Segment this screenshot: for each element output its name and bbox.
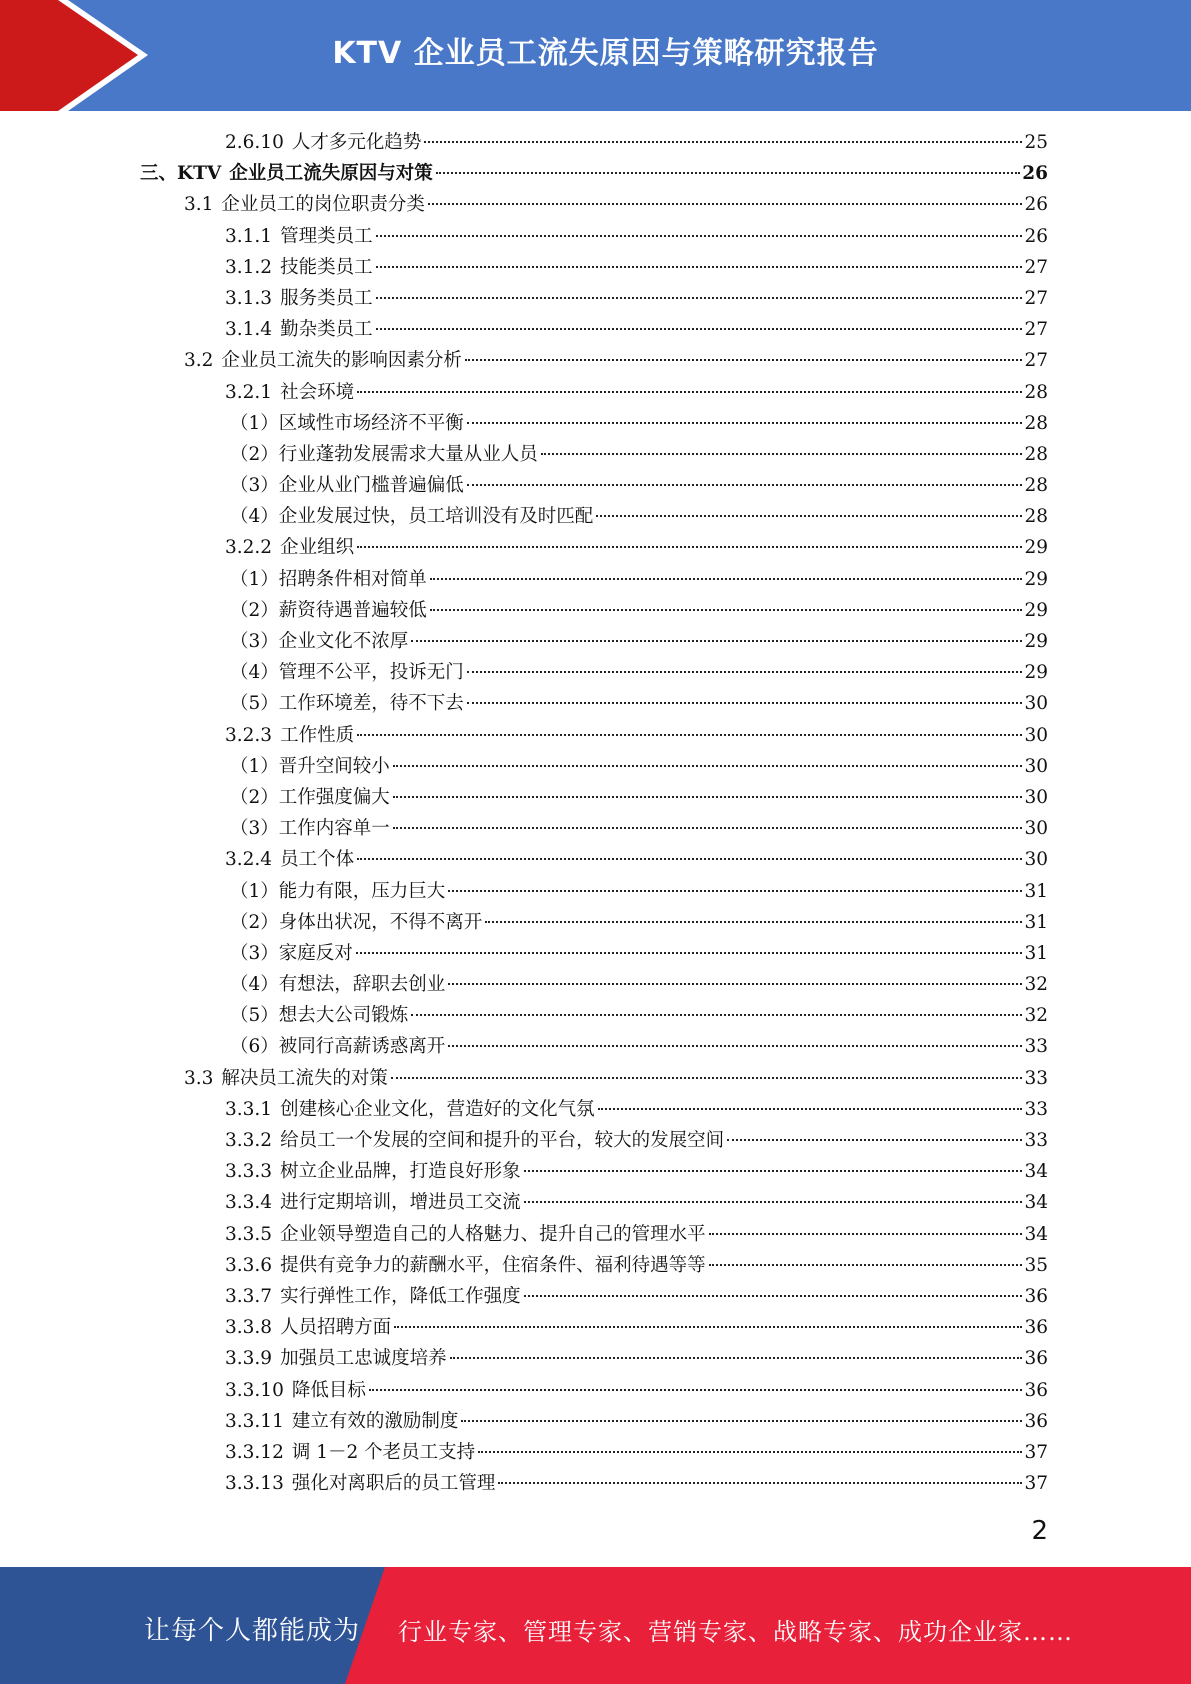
toc-entry-label [230, 876, 445, 907]
toc-entry[interactable] [140, 470, 1048, 501]
toc-entry[interactable] [140, 127, 1048, 158]
toc-entry[interactable] [140, 1125, 1048, 1156]
toc-dot-leader [709, 1233, 1023, 1235]
toc-dot-leader [411, 640, 1022, 642]
toc-entry-title: （5）想去大公司锻炼 [230, 1005, 409, 1027]
toc-dot-leader [448, 1045, 1022, 1047]
toc-entry-page: 30 [1024, 693, 1048, 715]
toc-entry-page: 36 [1024, 1379, 1048, 1401]
toc-entry-label [230, 688, 464, 719]
toc-entry-label [230, 969, 445, 1000]
toc-entry[interactable] [140, 1312, 1048, 1343]
toc-dot-leader [393, 827, 1023, 829]
toc-dot-leader [524, 1295, 1023, 1297]
toc-entry[interactable] [140, 1250, 1048, 1281]
toc-entry-title: （2）行业蓬勃发展需求大量从业人员 [230, 443, 538, 465]
toc-dot-leader [376, 235, 1023, 237]
toc-entry-title: （3）工作内容单一 [230, 818, 390, 840]
toc-entry-label [230, 564, 427, 595]
toc-dot-leader [357, 734, 1022, 736]
toc-entry-number: 3.2 [184, 350, 214, 372]
toc-entry-title: 企业员工的岗位职责分类 [221, 194, 425, 216]
toc-entry[interactable] [140, 1063, 1048, 1094]
toc-entry-title: 树立企业品牌，打造良好形象 [280, 1161, 521, 1183]
toc-entry[interactable] [140, 626, 1048, 657]
toc-entry-number: 3.3.3 [225, 1161, 273, 1183]
toc-entry-label [225, 1437, 475, 1468]
toc-entry-title: 工作性质 [280, 724, 355, 746]
toc-entry-label [230, 439, 538, 470]
toc-entry-label [225, 1312, 391, 1343]
toc-entry[interactable] [140, 844, 1048, 875]
toc-entry-number: 3.1.1 [225, 225, 273, 247]
toc-entry[interactable] [140, 907, 1048, 938]
footer-slogan-right: 行业专家、管理专家、营销专家、战略专家、成功企业家…… [398, 1618, 1073, 1646]
toc-dot-leader [598, 1108, 1023, 1110]
toc-entry-page: 30 [1024, 818, 1048, 840]
toc-entry[interactable] [140, 1437, 1048, 1468]
toc-entry[interactable] [140, 345, 1048, 376]
toc-entry[interactable] [140, 720, 1048, 751]
toc-entry-page: 26 [1022, 163, 1048, 185]
toc-entry[interactable] [140, 1031, 1048, 1062]
toc-entry[interactable] [140, 252, 1048, 283]
toc-entry-number: 3.3.6 [225, 1254, 273, 1276]
toc-dot-leader [424, 141, 1022, 143]
toc-entry[interactable] [140, 657, 1048, 688]
toc-entry-label [225, 1250, 706, 1281]
toc-entry-label [225, 283, 373, 314]
toc-entry-label [225, 844, 354, 875]
toc-entry-number: 3.3.12 [225, 1441, 284, 1463]
toc-entry[interactable] [140, 189, 1048, 220]
toc-entry-number: 3.1.2 [225, 256, 273, 278]
toc-entry-number: 3.1 [184, 194, 214, 216]
toc-entry-number: 3.2.3 [225, 724, 273, 746]
toc-entry-page: 33 [1024, 1130, 1048, 1151]
toc-entry-page: 33 [1024, 1036, 1048, 1058]
toc-entry-page: 37 [1024, 1441, 1048, 1463]
toc-entry-page: 33 [1024, 1098, 1048, 1120]
toc-entry-number: 3.3.10 [225, 1379, 284, 1401]
toc-entry-label [225, 314, 373, 345]
toc-entry-number: 3.3.4 [225, 1192, 273, 1214]
toc-entry-label [225, 1375, 366, 1406]
footer-slogan-left: 让每个人都能成为 [144, 1616, 361, 1646]
toc-entry-title: （5）工作环境差，待不下去 [230, 693, 464, 715]
toc-entry-label [230, 657, 464, 688]
page-footer [0, 1567, 1191, 1684]
toc-entry-title: 实行弹性工作，降低工作强度 [280, 1285, 521, 1307]
toc-dot-leader [461, 1420, 1022, 1422]
toc-entry-page: 31 [1024, 880, 1048, 902]
toc-entry[interactable] [140, 1468, 1048, 1499]
toc-entry-page: 28 [1024, 443, 1048, 465]
toc-entry-title: 技能类员工 [280, 256, 373, 278]
toc-entry-label [225, 252, 373, 283]
toc-entry-page: 27 [1024, 319, 1048, 341]
toc-entry-label [225, 1343, 447, 1374]
toc-entry-label [230, 470, 464, 501]
toc-entry[interactable] [140, 1281, 1048, 1312]
toc-entry[interactable] [140, 377, 1048, 408]
toc-entry-label [140, 158, 433, 189]
toc-dot-leader [357, 546, 1022, 548]
toc-dot-leader [709, 1264, 1023, 1266]
toc-dot-leader [393, 796, 1023, 798]
toc-dot-leader [357, 391, 1022, 393]
toc-entry-label [225, 1125, 724, 1156]
toc-entry-title: （4）有想法，辞职去创业 [230, 974, 446, 996]
toc-dot-leader [428, 203, 1023, 205]
toc-entry-title: 人才多元化趋势 [291, 132, 422, 153]
toc-entry-page: 36 [1024, 1410, 1048, 1432]
toc-dot-leader [448, 890, 1022, 892]
toc-entry-page: 29 [1024, 662, 1048, 684]
toc-entry-title: 社会环境 [280, 381, 355, 403]
toc-dot-leader [394, 1326, 1022, 1328]
toc-entry-label [225, 1219, 706, 1250]
toc-entry[interactable] [140, 564, 1048, 595]
toc-entry-page: 27 [1024, 350, 1048, 372]
toc-entry-page: 32 [1024, 974, 1048, 996]
toc-dot-leader [369, 1389, 1023, 1391]
toc-entry-title: 企业员工流失原因与对策 [229, 163, 433, 185]
toc-entry-number: 3.3.7 [225, 1285, 273, 1307]
toc-entry-label [230, 408, 464, 439]
toc-entry-title: 企业组织 [280, 537, 355, 559]
toc-dot-leader [467, 671, 1023, 673]
toc-entry-label [230, 751, 390, 782]
toc-dot-leader [465, 359, 1023, 361]
toc-dot-leader [393, 765, 1023, 767]
toc-entry-page: 26 [1024, 194, 1048, 216]
toc-entry-page: 36 [1024, 1317, 1048, 1339]
toc-entry-title: （1）能力有限，压力巨大 [230, 880, 446, 902]
toc-entry-title: （1）区域性市场经济不平衡 [230, 412, 464, 434]
toc-entry-title: （4）企业发展过快，员工培训没有及时匹配 [230, 506, 594, 528]
page-header [0, 0, 1191, 111]
toc-entry[interactable] [140, 221, 1048, 252]
toc-entry-title: （3）企业文化不浓厚 [230, 631, 409, 652]
toc-entry-page: 28 [1024, 381, 1048, 403]
toc-entry[interactable] [140, 1094, 1048, 1125]
toc-dot-leader [376, 297, 1023, 299]
toc-entry-number: 3.1.4 [225, 319, 273, 341]
toc-entry-title: 企业员工流失的影响因素分析 [221, 350, 462, 372]
toc-entry-title: 强化对离职后的员工管理 [291, 1473, 496, 1495]
toc-dot-leader [485, 921, 1022, 923]
toc-entry-number: 3.3.9 [225, 1348, 273, 1370]
toc-entry[interactable] [140, 283, 1048, 314]
toc-entry-page: 34 [1024, 1223, 1048, 1245]
toc-dot-leader [498, 1482, 1022, 1484]
toc-entry[interactable] [140, 938, 1048, 969]
toc-entry-number: 3.2.1 [225, 381, 273, 403]
toc-entry-label [225, 1406, 458, 1437]
toc-entry-title: 降低目标 [291, 1379, 366, 1401]
toc-dot-leader [448, 983, 1022, 985]
toc-dot-leader [524, 1201, 1023, 1203]
toc-entry-title: 管理类员工 [280, 225, 373, 247]
toc-entry-title: （6）被同行高薪诱惑离开 [230, 1036, 446, 1058]
page-number: 2 [1031, 1516, 1048, 1546]
toc-entry-page: 31 [1024, 942, 1048, 964]
toc-entry[interactable] [140, 876, 1048, 907]
toc-entry-title: 企业领导塑造自己的人格魅力、提升自己的管理水平 [280, 1223, 706, 1245]
toc-entry[interactable] [140, 688, 1048, 719]
toc-entry[interactable] [140, 1343, 1048, 1374]
toc-entry-label [230, 1000, 408, 1031]
toc-entry-title: 服务类员工 [280, 287, 373, 309]
toc-dot-leader [596, 515, 1022, 517]
toc-dot-leader [524, 1170, 1023, 1172]
toc-entry-label [225, 377, 354, 408]
toc-entry-label [184, 189, 425, 220]
toc-entry-page: 36 [1024, 1348, 1048, 1370]
toc-entry[interactable] [140, 501, 1048, 532]
toc-entry[interactable] [140, 158, 1048, 189]
toc-entry-number: 3.2.2 [225, 537, 273, 559]
toc-dot-leader [541, 453, 1023, 455]
toc-entry-number: 3.3.5 [225, 1223, 273, 1245]
toc-entry-page: 28 [1024, 475, 1048, 497]
toc-entry-label [230, 782, 390, 813]
toc-entry[interactable] [140, 1156, 1048, 1187]
toc-entry[interactable] [140, 595, 1048, 626]
toc-dot-leader [430, 578, 1023, 580]
toc-entry-page: 30 [1024, 786, 1048, 808]
toc-entry-title: 进行定期培训，增进员工交流 [280, 1192, 521, 1214]
toc-entry-number: 三、KTV [140, 163, 222, 185]
toc-entry-page: 29 [1024, 568, 1048, 590]
toc-entry-page: 27 [1024, 287, 1048, 309]
toc-entry-label [184, 1063, 388, 1094]
toc-entry-title: 解决员工流失的对策 [221, 1067, 388, 1089]
toc-entry-label [225, 127, 421, 158]
toc-entry-number: 3.3.8 [225, 1317, 273, 1339]
toc-entry[interactable] [140, 969, 1048, 1000]
toc-entry-page: 28 [1024, 506, 1048, 528]
toc-entry-title: 人员招聘方面 [280, 1317, 392, 1339]
toc-dot-leader [727, 1139, 1022, 1141]
toc-entry-label [225, 1468, 495, 1499]
toc-entry-page: 27 [1024, 256, 1048, 278]
toc-entry-title: 调 1－2 个老员工支持 [291, 1441, 476, 1463]
toc-entry-number: 3.3.2 [225, 1130, 273, 1151]
toc-entry-number: 3.3.13 [225, 1473, 284, 1495]
toc-dot-leader [391, 1077, 1023, 1079]
toc-dot-leader [376, 328, 1023, 330]
toc-entry-page: 26 [1024, 225, 1048, 247]
toc-entry-label [225, 532, 354, 563]
toc-entry-title: 员工个体 [280, 849, 355, 871]
toc-entry-title: （1）招聘条件相对简单 [230, 568, 427, 590]
toc-dot-leader [467, 422, 1023, 424]
toc-entry-label [230, 907, 482, 938]
toc-entry-label [230, 595, 427, 626]
toc-entry-number: 3.3 [184, 1067, 214, 1089]
toc-entry-number: 3.3.1 [225, 1098, 273, 1120]
toc-entry-page: 30 [1024, 755, 1048, 777]
toc-entry-title: （1）晋升空间较小 [230, 755, 390, 777]
toc-entry-label [225, 1156, 521, 1187]
toc-entry-page: 32 [1024, 1005, 1048, 1027]
toc-entry[interactable] [140, 1000, 1048, 1031]
toc-entry[interactable] [140, 1375, 1048, 1406]
toc-entry-page: 29 [1024, 599, 1048, 621]
toc-entry-number: 3.3.11 [225, 1410, 284, 1432]
toc-entry-number: 3.1.3 [225, 287, 273, 309]
toc-dot-leader [450, 1357, 1023, 1359]
toc-dot-leader [376, 266, 1023, 268]
toc-entry[interactable] [140, 408, 1048, 439]
toc-entry-label [230, 1031, 445, 1062]
toc-entry-title: 给员工一个发展的空间和提升的平台，较大的发展空间 [280, 1130, 725, 1151]
toc-entry-title: 提供有竞争力的薪酬水平，住宿条件、福利待遇等等 [280, 1254, 706, 1276]
toc-entry-title: （2）工作强度偏大 [230, 786, 390, 808]
toc-entry-label [230, 501, 593, 532]
toc-entry-page: 28 [1024, 412, 1048, 434]
toc-entry[interactable] [140, 439, 1048, 470]
toc-entry-label [225, 221, 373, 252]
toc-entry-title: （3）企业从业门槛普遍偏低 [230, 475, 464, 497]
toc-entry-title: 勤杂类员工 [280, 319, 373, 341]
toc-entry-label [230, 813, 390, 844]
toc-dot-leader [467, 702, 1023, 704]
toc-entry-page: 35 [1024, 1254, 1048, 1276]
toc-entry[interactable] [140, 751, 1048, 782]
toc-entry-number: 3.2.4 [225, 849, 273, 871]
toc-dot-leader [430, 609, 1023, 611]
toc-entry-title: （2）身体出状况，不得不离开 [230, 911, 483, 933]
toc-entry[interactable] [140, 314, 1048, 345]
toc-entry-label [225, 1281, 521, 1312]
toc-dot-leader [411, 1014, 1022, 1016]
toc-dot-leader [467, 484, 1023, 486]
toc-entry-title: 创建核心企业文化，营造好的文化气氛 [280, 1098, 595, 1120]
toc-entry-label [230, 938, 353, 969]
toc-entry-page: 29 [1024, 537, 1048, 559]
document-title: KTV 企业员工流失原因与策略研究报告 [332, 36, 879, 71]
toc-entry-title: （2）薪资待遇普遍较低 [230, 599, 427, 621]
toc-entry-label [225, 1094, 595, 1125]
toc-entry-label [184, 345, 462, 376]
toc-entry-title: 加强员工忠诚度培养 [280, 1348, 447, 1370]
toc-entry[interactable] [140, 1219, 1048, 1250]
toc-dot-leader [357, 858, 1022, 860]
toc-entry[interactable] [140, 813, 1048, 844]
toc-entry-title: （4）管理不公平，投诉无门 [230, 662, 464, 684]
toc-entry-page: 34 [1024, 1192, 1048, 1214]
toc-entry-label [225, 720, 354, 751]
toc-entry-page: 25 [1024, 132, 1048, 153]
toc-entry-label [225, 1187, 521, 1218]
toc-entry[interactable] [140, 532, 1048, 563]
toc-entry-page: 30 [1024, 849, 1048, 871]
toc-entry[interactable] [140, 1406, 1048, 1437]
toc-entry-page: 37 [1024, 1473, 1048, 1495]
table-of-contents [140, 127, 1048, 1499]
toc-dot-leader [478, 1451, 1022, 1453]
toc-entry-page: 31 [1024, 911, 1048, 933]
toc-entry-title: （3）家庭反对 [230, 942, 353, 964]
toc-entry[interactable] [140, 1187, 1048, 1218]
toc-entry-page: 29 [1024, 631, 1048, 652]
toc-dot-leader [436, 172, 1021, 174]
toc-entry[interactable] [140, 782, 1048, 813]
toc-entry-page: 30 [1024, 724, 1048, 746]
toc-entry-page: 34 [1024, 1161, 1048, 1183]
toc-entry-page: 33 [1024, 1067, 1048, 1089]
toc-entry-number: 2.6.10 [225, 132, 284, 153]
toc-entry-label [230, 626, 408, 657]
toc-entry-title: 建立有效的激励制度 [291, 1410, 459, 1432]
toc-entry-page: 36 [1024, 1285, 1048, 1307]
toc-dot-leader [356, 952, 1023, 954]
